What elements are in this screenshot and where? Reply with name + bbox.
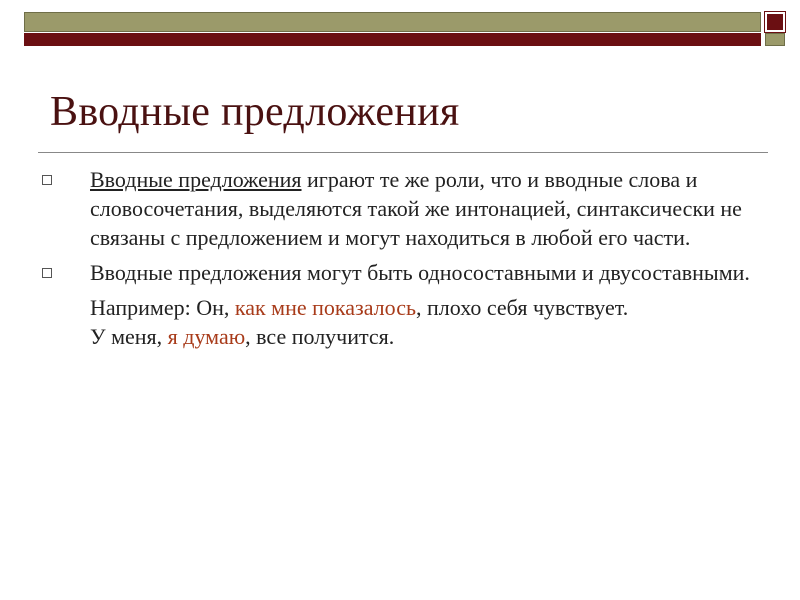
title-divider	[38, 152, 768, 153]
bullet-lead-term: Вводные предложения	[90, 167, 302, 192]
corner-square-olive	[765, 33, 785, 46]
hollow-square-bullet-icon	[42, 268, 52, 278]
bullet-item-definition	[42, 165, 772, 252]
example-1-highlight: как мне показалось	[234, 295, 417, 320]
example-2-prefix: У меня,	[90, 324, 168, 349]
example-1-prefix: Например: Он,	[90, 295, 235, 320]
header-bar-olive	[24, 12, 761, 32]
hollow-square-bullet-icon	[42, 175, 52, 185]
bullet-item-types	[42, 258, 772, 287]
slide-body	[42, 165, 772, 351]
corner-square-red	[765, 12, 785, 32]
example-2-highlight: я думаю	[167, 324, 246, 349]
example-1-suffix: , плохо себя чувствует.	[416, 295, 629, 320]
example-line-1	[90, 293, 772, 322]
bullet-definition-text: играют те же роли, что и вводные слова и словосочетания, выделяются такой же интонацией, синтаксически не связаны с предложением и могут находиться в любой его части.	[90, 167, 742, 250]
example-2-suffix: , все получится.	[245, 324, 395, 349]
slide-title: Вводные предложения	[50, 89, 460, 135]
example-line-2	[90, 322, 772, 351]
example-block	[42, 293, 772, 351]
bullet-types-text: Вводные предложения могут быть односоставными и двусоставными.	[90, 260, 750, 285]
header-bar-red	[24, 33, 761, 46]
